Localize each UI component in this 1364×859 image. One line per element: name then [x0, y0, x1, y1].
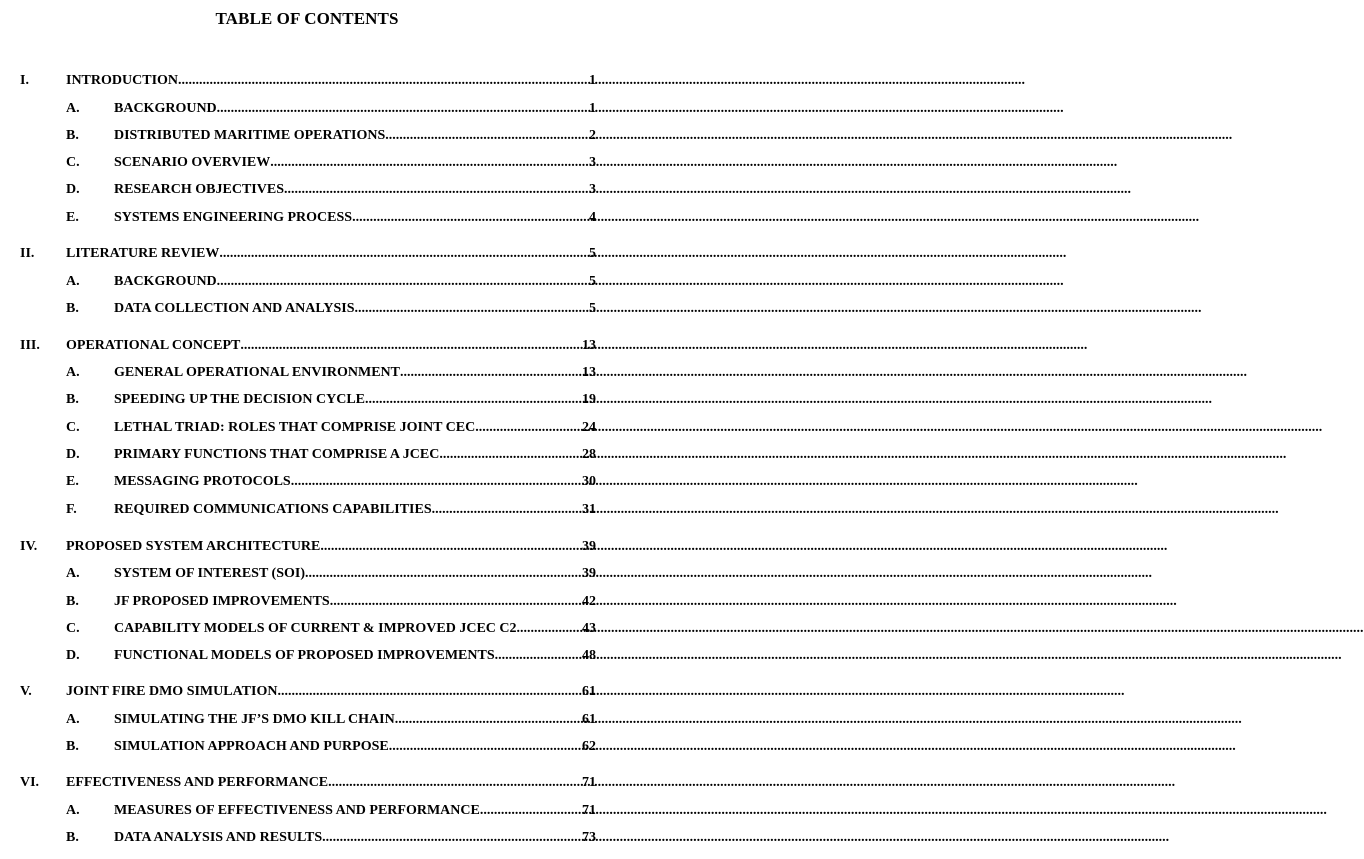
toc-entry-label: PROPOSED SYSTEM ARCHITECTURE — [66, 539, 321, 554]
toc-dot-leader — [322, 829, 582, 847]
toc-entry-label: EFFECTIVENESS AND PERFORMANCE — [66, 775, 329, 790]
toc-entry-number: A. — [66, 803, 80, 818]
toc-section-row[interactable] — [66, 273, 596, 291]
toc-entry-label: BACKGROUND — [114, 274, 217, 289]
toc-entry-label: DISTRIBUTED MARITIME OPERATIONS — [114, 128, 386, 143]
toc-entry-number: B. — [66, 594, 79, 609]
toc-page-number: 3 — [589, 182, 596, 197]
toc-page-number: 5 — [589, 246, 596, 261]
toc-entry-number: E. — [66, 474, 79, 489]
toc-chapter-row[interactable] — [20, 72, 596, 90]
toc-entry-number: A. — [66, 712, 80, 727]
toc-entry-label: FUNCTIONAL MODELS OF PROPOSED IMPROVEMENTS — [114, 648, 495, 663]
toc-page-number: 61 — [582, 684, 596, 699]
toc-chapter-row[interactable] — [20, 683, 596, 701]
toc-chapter-row[interactable] — [20, 538, 596, 556]
toc-dot-leader — [389, 738, 582, 756]
toc-section-row[interactable] — [66, 127, 596, 145]
toc-page-number: 43 — [582, 621, 596, 636]
toc-entry-label: SYSTEMS ENGINEERING PROCESS — [114, 210, 353, 225]
toc-page-number: 3 — [589, 155, 596, 170]
toc-dot-leader — [217, 273, 589, 291]
toc-entry-label: GENERAL OPERATIONAL ENVIRONMENT — [114, 365, 401, 380]
toc-entry-number: F. — [66, 502, 77, 517]
toc-page-number: 30 — [582, 474, 596, 489]
toc-entry-label: LETHAL TRIAD: ROLES THAT COMPRISE JOINT CEC — [114, 420, 476, 435]
toc-page-number: 62 — [582, 739, 596, 754]
toc-page-number: 13 — [582, 365, 596, 380]
toc-chapter-row[interactable] — [20, 774, 596, 792]
toc-dot-leader — [355, 300, 589, 318]
toc-page-number: 42 — [582, 594, 596, 609]
toc-page-number: 4 — [589, 210, 596, 225]
toc-entry-number: B. — [66, 830, 79, 845]
toc-chapter-row[interactable] — [20, 245, 596, 263]
toc-dot-leader — [439, 446, 582, 464]
toc-entry-number: A. — [66, 365, 80, 380]
toc-entry-label: JF PROPOSED IMPROVEMENTS — [114, 594, 330, 609]
toc-dot-leader — [475, 419, 582, 437]
toc-section-row[interactable] — [66, 593, 596, 611]
toc-dot-leader — [284, 181, 589, 199]
toc-entry-number: A. — [66, 274, 80, 289]
page-title: TABLE OF CONTENTS — [215, 9, 399, 28]
toc-dot-leader — [217, 100, 589, 118]
toc-section-row[interactable] — [66, 565, 596, 583]
toc-entry-label: BACKGROUND — [114, 101, 217, 116]
toc-entry-number: III. — [20, 338, 40, 353]
toc-entry-number: C. — [66, 155, 80, 170]
toc-page-number: 28 — [582, 447, 596, 462]
toc-dot-leader — [365, 391, 582, 409]
toc-dot-leader — [352, 209, 589, 227]
toc-dot-leader — [517, 620, 582, 638]
toc-entry-number: E. — [66, 210, 79, 225]
toc-section-row[interactable] — [66, 829, 596, 847]
toc-entry-number: C. — [66, 621, 80, 636]
toc-entry-number: I. — [20, 73, 29, 88]
toc-entry-label: LITERATURE REVIEW — [66, 246, 220, 261]
toc-page-number: 48 — [582, 648, 596, 663]
toc-dot-leader — [291, 473, 582, 491]
toc-page-number: 31 — [582, 502, 596, 517]
toc-entry-number: VI. — [20, 775, 40, 790]
toc-entry-label: MESSAGING PROTOCOLS — [114, 474, 291, 489]
toc-page-number: 2 — [589, 128, 596, 143]
toc-section-row[interactable] — [66, 300, 596, 318]
toc-dot-leader — [400, 364, 582, 382]
toc-dot-leader — [270, 154, 589, 172]
toc-dot-leader — [385, 127, 589, 145]
toc-entry-number: IV. — [20, 539, 38, 554]
toc-dot-leader — [328, 774, 582, 792]
toc-section-row[interactable] — [66, 802, 596, 820]
toc-page-number: 1 — [589, 101, 596, 116]
toc-dot-leader — [178, 72, 589, 90]
toc-entry-label: SIMULATING THE JF’S DMO KILL CHAIN — [114, 712, 395, 727]
toc-entry-label: SCENARIO OVERVIEW — [114, 155, 271, 170]
toc-entry-number: D. — [66, 447, 80, 462]
toc-dot-leader — [277, 683, 582, 701]
toc-section-row[interactable] — [66, 100, 596, 118]
toc-section-row[interactable] — [66, 446, 596, 464]
toc-section-row[interactable] — [66, 473, 596, 491]
toc-entry-label: OPERATIONAL CONCEPT — [66, 338, 241, 353]
toc-entry-label: MEASURES OF EFFECTIVENESS AND PERFORMANCE — [114, 803, 480, 818]
toc-section-row[interactable] — [66, 154, 596, 172]
toc-entry-label: INTRODUCTION — [66, 73, 179, 88]
toc-entry-number: D. — [66, 182, 80, 197]
toc-page-number: 1 — [589, 73, 596, 88]
toc-section-row[interactable] — [66, 419, 596, 437]
toc-entry-label: RESEARCH OBJECTIVES — [114, 182, 284, 197]
table-of-contents — [0, 0, 614, 859]
toc-entry-number: D. — [66, 648, 80, 663]
toc-section-row[interactable] — [66, 620, 596, 638]
toc-chapter-row[interactable] — [20, 337, 596, 355]
toc-page-number: 24 — [582, 420, 596, 435]
toc-page-number: 13 — [582, 338, 596, 353]
toc-section-row[interactable] — [66, 647, 596, 665]
toc-dot-leader — [330, 593, 582, 611]
toc-entry-number: II. — [20, 246, 35, 261]
toc-entry-number: A. — [66, 101, 80, 116]
toc-page-number: 5 — [589, 301, 596, 316]
toc-page-number: 39 — [582, 566, 596, 581]
toc-entry-label: REQUIRED COMMUNICATIONS CAPABILITIES — [114, 502, 432, 517]
toc-section-row[interactable] — [66, 738, 596, 756]
toc-page-number: 61 — [582, 712, 596, 727]
toc-page-number: 71 — [582, 803, 596, 818]
toc-section-row[interactable] — [66, 391, 596, 409]
toc-dot-leader — [219, 245, 589, 263]
toc-page-number: 71 — [582, 775, 596, 790]
toc-dot-leader — [480, 802, 582, 820]
toc-page-number: 19 — [582, 392, 596, 407]
toc-section-row[interactable] — [66, 209, 596, 227]
toc-entry-label: SIMULATION APPROACH AND PURPOSE — [114, 739, 389, 754]
toc-dot-leader — [395, 711, 582, 729]
toc-dot-leader — [305, 565, 582, 583]
toc-section-row[interactable] — [66, 364, 596, 382]
toc-section-row[interactable] — [66, 181, 596, 199]
toc-entry-label: CAPABILITY MODELS OF CURRENT & IMPROVED JCEC C2 — [114, 621, 517, 636]
toc-entry-label: PRIMARY FUNCTIONS THAT COMPRISE A JCEC — [114, 447, 440, 462]
toc-entry-number: B. — [66, 392, 79, 407]
toc-page-number: 73 — [582, 830, 596, 845]
toc-entry-label: DATA COLLECTION AND ANALYSIS — [114, 301, 355, 316]
toc-dot-leader — [240, 337, 582, 355]
toc-page-number: 5 — [589, 274, 596, 289]
toc-dot-leader — [320, 538, 582, 556]
toc-dot-leader — [495, 647, 582, 665]
toc-entry-number: A. — [66, 566, 80, 581]
toc-entry-number: B. — [66, 301, 79, 316]
toc-entry-number: C. — [66, 420, 80, 435]
toc-entry-label: SYSTEM OF INTEREST (SOI) — [114, 566, 305, 581]
toc-entry-label: SPEEDING UP THE DECISION CYCLE — [114, 392, 366, 407]
toc-entry-number: B. — [66, 128, 79, 143]
toc-entry-number: B. — [66, 739, 79, 754]
toc-entry-number: V. — [20, 684, 32, 699]
toc-entry-label: DATA ANALYSIS AND RESULTS — [114, 830, 323, 845]
toc-dot-leader — [432, 501, 582, 519]
toc-page-number: 39 — [582, 539, 596, 554]
toc-section-row[interactable] — [66, 711, 596, 729]
toc-section-row[interactable] — [66, 501, 596, 519]
toc-entry-label: JOINT FIRE DMO SIMULATION — [66, 684, 278, 699]
